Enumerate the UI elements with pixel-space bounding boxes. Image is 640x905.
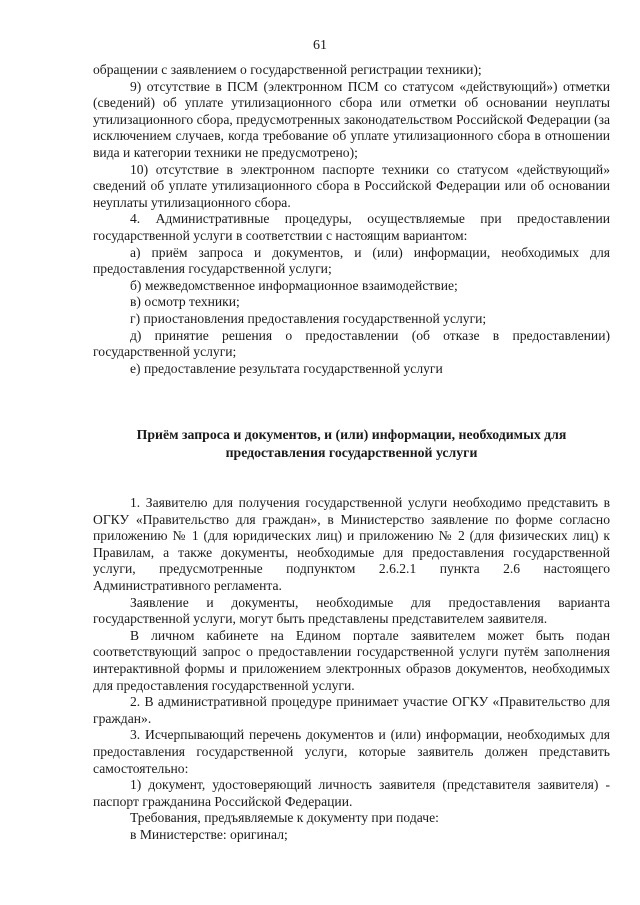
paragraph: В личном кабинете на Едином портале заявителем может быть подан соответствующий запрос о предоставлении государственной услуги путём заполнения интерактивной формы и приложением электронных образов документов, необходимых для предоставления государственной услуги. xyxy=(93,627,610,693)
paragraph: обращении с заявлением о государственной регистрации техники); xyxy=(93,62,482,77)
list-item: а) приём запроса и документов, и (или) информации, необходимых для предоставления государственной услуги; xyxy=(93,244,610,277)
paragraph: 9) отсутствие в ПСМ (электронном ПСМ со статусом «действующий») отметки (сведений) об уплате утилизационного сбора или отметки об основании неуплаты утилизационного сбора, предусмотренных законодательством Российской Федерации (за исключением случаев, когда требование об уплате утилизационного сбора в отношении вида и категории техники не предусмотрено); xyxy=(93,78,610,160)
list-item: б) межведомственное информационное взаимодействие; xyxy=(130,277,458,293)
paragraph: 10) отсутствие в электронном паспорте техники со статусом «действующий» сведений об уплате утилизационного сбора в Российской Федерации или об основании неуплаты утилизационного сбора. xyxy=(93,161,610,210)
request-reception-text-block xyxy=(93,495,610,843)
paragraph: 1. Заявителю для получения государственной услуги необходимо представить в ОГКУ «Правительство для граждан», в Министерство заявление по форме согласно приложению № 1 (для юридических лиц) и приложению № 2 (для физических лиц) к Правилам, а также документы, необходимые для предоставления государственной услуги, предусмотренные подпунктом 2.6.2.1 пункта 2.6 настоящего Административного регламента. xyxy=(93,495,610,593)
heading-line: Приём запроса и документов, и (или) информации, необходимых для xyxy=(136,427,567,442)
paragraph: 3. Исчерпывающий перечень документов и (или) информации, необходимых для предоставления государственной услуги, которые заявитель должен представить самостоятельно: xyxy=(93,727,610,776)
paragraph: в Министерстве: оригинал; xyxy=(130,826,288,842)
list-item: г) приостановления предоставления государственной услуги; xyxy=(130,310,487,326)
paragraph: Заявление и документы, необходимые для предоставления варианта государственной услуги, могут быть представлены представителем заявителя. xyxy=(93,594,610,627)
paragraph: 2. В административной процедуре принимает участие ОГКУ «Правительство для граждан». xyxy=(93,694,610,726)
section-heading xyxy=(93,426,610,461)
paragraph: 4. Административные процедуры, осуществляемые при предоставлении государственной услуги в соответствии с настоящим вариантом: xyxy=(93,211,610,243)
page-number: 61 xyxy=(313,38,327,53)
heading-line: предоставления государственной услуги xyxy=(225,444,478,460)
list-item: д) принятие решения о предоставлении (об отказе в предоставлении) государственной услуги; xyxy=(93,327,610,360)
list-item: е) предоставление результата государственной услуги xyxy=(130,360,443,376)
paragraph: 1) документ, удостоверяющий личность заявителя (представителя заявителя) - паспорт гражданина Российской Федерации. xyxy=(93,777,610,809)
paragraph: Требования, предъявляемые к документу при подаче: xyxy=(130,810,439,826)
procedures-text-block xyxy=(93,62,610,377)
list-item: в) осмотр техники; xyxy=(130,294,240,310)
